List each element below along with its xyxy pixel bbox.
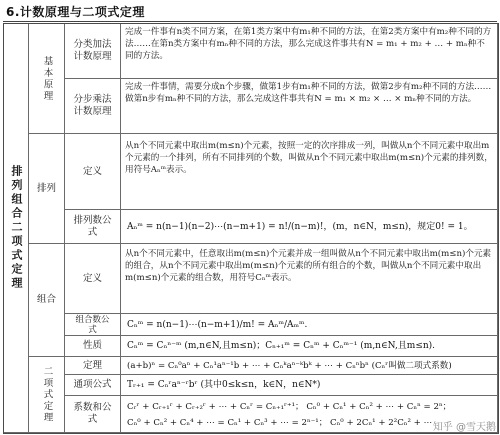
row-binom-term-content — [121, 375, 498, 396]
section-binom — [29, 357, 65, 433]
row-comb-def-label: 定义 — [82, 272, 102, 284]
row-binom-coef-label-cell — [65, 396, 121, 433]
row-mul-label: 分步乘法计数原理 — [73, 94, 112, 117]
row-binom-term-label-cell — [65, 375, 121, 396]
main-category-label: 排列组合二项式定理 — [10, 165, 23, 291]
row-binom-def-content — [121, 357, 498, 375]
section-binom-label: 二项式定理 — [41, 365, 53, 424]
row-binom-term-text: Tᵣ₊₁ = Cₙʳaⁿ⁻ʳbʳ (其中0≤k≤n，k∈N，n∈N*) — [127, 380, 321, 390]
row-add-label: 分类加法计数原理 — [73, 39, 112, 62]
watermark: 知乎 @雪天鹅 — [432, 422, 496, 433]
row-mul-content — [121, 79, 498, 134]
section-perm — [29, 134, 65, 244]
row-comb-def-label-cell — [65, 244, 121, 314]
row-comb-formula-content — [121, 314, 498, 336]
title-divider — [3, 21, 497, 22]
row-comb-formula-text: Cₙᵐ = n(n−1)⋯(n−m+1)/m! = Aₙᵐ/Aₘᵐ. — [127, 319, 308, 330]
row-perm-def-label-cell — [65, 134, 121, 210]
row-binom-coef-label: 系数和公式 — [73, 402, 112, 425]
section-basic — [29, 24, 65, 134]
section-perm-label: 排列 — [36, 182, 56, 194]
row-perm-formula-content — [121, 210, 498, 244]
row-comb-def-text: 从n个不同元素中，任意取出m(m≤n)个元素并成一组叫做从n个不同元素中取出m(m≤n)个元素的组合，从n个不同元素中取出m(m≤n)个元素的所有组合的个数，叫做从n个不同元素中取出m(m≤n)个元素的组合数，用符号Cₙᵐ表示。 — [125, 249, 492, 283]
row-perm-formula-text: Aₙᵐ = n(n−1)(n−2)⋯(n−m+1) = n!/(n−m)!，(m，n∈N，m≤n)，规定0! = 1。 — [127, 221, 473, 232]
row-mul-text: 完成一件事情，需要分成n个步骤，做第1步有m₁种不同的方法，做第2步有m₂种不同的方法……做第n步有mₙ种不同的方法，那么完成这件事共有N = m₁ × m₂ × … × mₙ种不同的方法。 — [125, 82, 492, 104]
row-perm-formula-label: 排列数公式 — [73, 214, 112, 238]
row-binom-coef-line2: Cₙ⁰ + Cₙ² + Cₙ⁴ + ⋯ = Cₙ¹ + Cₙ³ + ⋯ = 2ⁿ⁻¹； Cₙ⁰ + 2Cₙ¹ + 2²Cₙ² + ⋯ — [127, 418, 433, 428]
row-binom-def-label-cell — [65, 357, 121, 375]
row-comb-prop-content — [121, 336, 498, 357]
row-perm-formula-label-cell — [65, 210, 121, 244]
row-add-label-cell — [65, 24, 121, 79]
section-comb-label: 组合 — [36, 294, 56, 305]
section-basic-label: 基本原理 — [41, 55, 53, 102]
row-binom-coef-line1: Cᵣʳ + Cᵣ₊₁ʳ + Cᵣ₊₂ʳ + ⋯ + Cₙʳ = Cₙ₊₁ʳ⁺¹； Cₙ⁰ + Cₙ¹ + Cₙ² + ⋯ + Cₙⁿ = 2ⁿ； — [127, 401, 452, 412]
row-comb-prop-label: 性质 — [82, 340, 102, 351]
row-binom-term-label: 通项公式 — [73, 379, 112, 390]
row-comb-prop-text: Cₙᵐ = Cₙⁿ⁻ᵐ (m,n∈N,且m≤n)；Cₙ₊₁ᵐ = Cₙᵐ + Cₙᵐ⁻¹ (m,n∈N,且m≤n). — [127, 341, 436, 351]
row-comb-prop-label-cell — [65, 336, 121, 357]
page-title: 6.计数原理与二项式定理 — [6, 5, 145, 19]
row-mul-label-cell — [65, 79, 121, 134]
row-comb-formula-label-cell — [65, 314, 121, 336]
row-binom-def-text: (a+b)ⁿ = Cₙ⁰aⁿ + Cₙ¹aⁿ⁻¹b + ⋯ + Cₙᵏaⁿ⁻ᵏbᵏ + ⋯ + Cₙⁿbⁿ (Cₙʳ叫做二项式系数) — [127, 360, 452, 371]
row-comb-def-content — [121, 244, 498, 314]
row-perm-def-content — [121, 134, 498, 210]
row-perm-def-text: 从n个不同元素中取出m(m≤n)个元素，按照一定的次序排成一列，叫做从n个不同元素中取出m个元素的一个排列，所有不同排列的个数，叫做从n个不同元素中取出m(m≤n)个元素的排列数，用符号Aₙᵐ表示。 — [125, 141, 493, 175]
row-comb-formula-label: 组合数公式 — [75, 314, 110, 335]
formula-table — [3, 23, 499, 434]
row-add-text: 完成一件事有n类不同方案，在第1类方案中有m₁种不同的方法，在第2类方案中有m₂种不同的方法……在第n类方案中有mₙ种不同的方法，那么完成这件事共有N = m₁ + m₂ + … + mₙ种不同的方法。 — [125, 27, 492, 61]
section-comb — [29, 244, 65, 357]
main-category-cell — [4, 24, 29, 433]
row-perm-def-label: 定义 — [82, 165, 102, 177]
row-add-content — [121, 24, 498, 79]
row-binom-def-label: 定理 — [82, 359, 102, 371]
